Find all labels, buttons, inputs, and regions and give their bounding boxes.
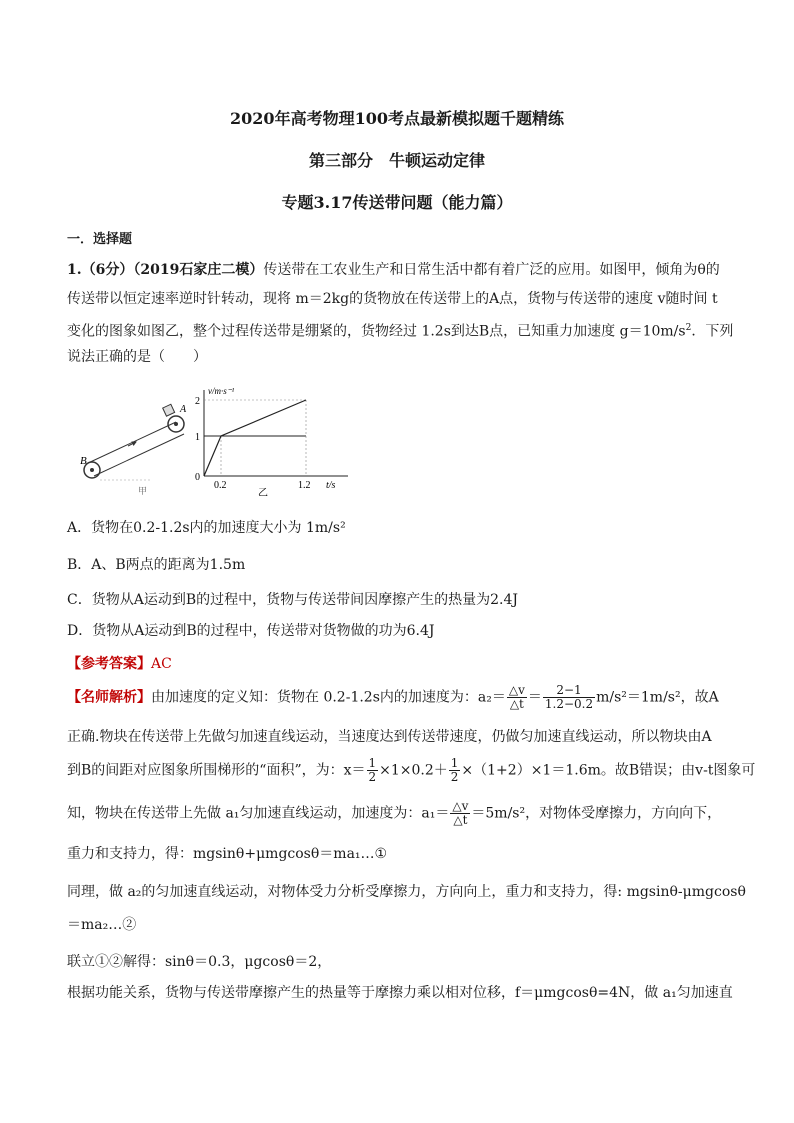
option-d: D．货物从A运动到B的过程中，传送带对货物做的功为6.4J xyxy=(67,623,435,639)
conveyor-diagram xyxy=(80,404,187,496)
analysis-line-2: 正确.物块在传送带上先做匀加速直线运动，当速度达到传送带速度，仍做匀加速直线运动，所以物块由A xyxy=(67,729,712,745)
cargo-velocity-line xyxy=(204,400,306,476)
y-tick-1: 1 xyxy=(195,432,200,443)
question-line-3: 变化的图象如图乙，整个过程传送带是绷紧的，货物经过 1.2s到达B点，已知重力加速度 $g=10m/s^2$．下列 xyxy=(67,323,734,340)
option-a: A．货物在0.2-1.2s内的加速度大小为 1m/s² xyxy=(67,520,346,536)
analysis-line-1: 【名师解析】由加速度的定义知：货物在 0.2-1.2s内的加速度为：a₂＝ $\frac{\triangle v}{\triangle t}$ ＝ $\frac{2-1}{1.2-0.2}$ m/s²＝1m/s²，故A xyxy=(67,683,719,711)
reference-answer: 【参考答案】AC xyxy=(67,656,172,672)
fraction-half-2: $\frac{1}{2}$ xyxy=(450,756,459,784)
analysis-line-7: ＝ma₂…② xyxy=(67,917,137,933)
question-line-2: 传送带以恒定速率逆时针转动，现将 m＝2kg的货物放在传送带上的A点，货物与传送带的速度 v随时间 t xyxy=(67,291,718,307)
analysis-line-5: 重力和支持力，得：mgsinθ+μmgcosθ＝ma₁…① xyxy=(67,846,388,862)
y-tick-2: 2 xyxy=(195,396,200,407)
topic-title: 专题3.17传送带问题（能力篇） xyxy=(281,193,513,212)
document-title: 2020年高考物理100考点最新模拟题千题精练 xyxy=(230,109,564,128)
option-c: C．货物从A运动到B的过程中，货物与传送带间因摩擦产生的热量为2.4J xyxy=(67,592,518,608)
label-b: B xyxy=(80,455,87,467)
right-figure-caption: 乙 xyxy=(258,488,268,496)
fraction-half-1: $\frac{1}{2}$ xyxy=(368,756,377,784)
x-axis-label: t/s xyxy=(326,480,336,491)
left-figure-caption: 甲 xyxy=(138,487,148,496)
answer-value: AC xyxy=(151,656,172,672)
part-title: 第三部分 牛顿运动定律 xyxy=(308,151,485,170)
question-prefix: 1.（6分）（2019石家庄二模） xyxy=(67,262,264,278)
analysis-line-4: 知，物块在传送带上先做 a₁匀加速直线运动，加速度为：a₁＝ $\frac{\triangle v}{\triangle t}$ ＝5m/s²，对物体受摩擦力，方向向下， xyxy=(67,799,722,827)
y-axis-label: v/m·s⁻¹ xyxy=(208,386,235,396)
analysis-line-3: 到B的间距对应图象所围梯形的“面积”，为：x＝ $\frac{1}{2}$ ×1×0.2＋ $\frac{1}{2}$ ×（1+2）×1＝1.6m。故B错误；由v-t图象可 xyxy=(67,756,756,784)
fraction-dv-dt-2: $\frac{\triangle v}{\triangle t}$ xyxy=(452,799,469,827)
x-tick-0-2: 0.2 xyxy=(214,480,227,491)
question-text: 传送带在工农业生产和日常生活中都有着广泛的应用。如图甲，倾角为θ的 xyxy=(263,262,720,278)
x-tick-1-2: 1.2 xyxy=(298,480,311,491)
velocity-time-graph xyxy=(195,386,348,496)
fraction-value: $\frac{2-1}{1.2-0.2}$ xyxy=(544,683,594,711)
fraction-dv-dt: $\frac{\triangle v}{\triangle t}$ xyxy=(508,683,525,711)
analysis-line-9: 根据功能关系，货物与传送带摩擦产生的热量等于摩擦力乘以相对位移，f＝μmgcosθ=4N，做 a₁匀加速直 xyxy=(67,985,733,1001)
analysis-label: 【名师解析】 xyxy=(67,689,151,706)
y-tick-0: 0 xyxy=(195,472,200,483)
label-a: A xyxy=(180,404,187,415)
cargo-box-icon xyxy=(163,404,175,416)
question-line-1 xyxy=(67,260,731,280)
analysis-line-6: 同理，做 a₂的匀加速直线运动，对物体受力分析受摩擦力，方向向上，重力和支持力，得: mgsinθ-μmgcosθ xyxy=(67,884,746,900)
question-figure xyxy=(80,384,360,496)
section-heading: 一．选择题 xyxy=(67,232,133,247)
analysis-line-8: 联立①②解得：sinθ＝0.3，μgcosθ＝2， xyxy=(67,954,332,970)
superscript-two: 2 xyxy=(685,323,692,333)
option-b: B．A、B两点的距离为1.5m xyxy=(67,557,246,573)
question-line-4: 说法正确的是（ ） xyxy=(67,349,207,365)
